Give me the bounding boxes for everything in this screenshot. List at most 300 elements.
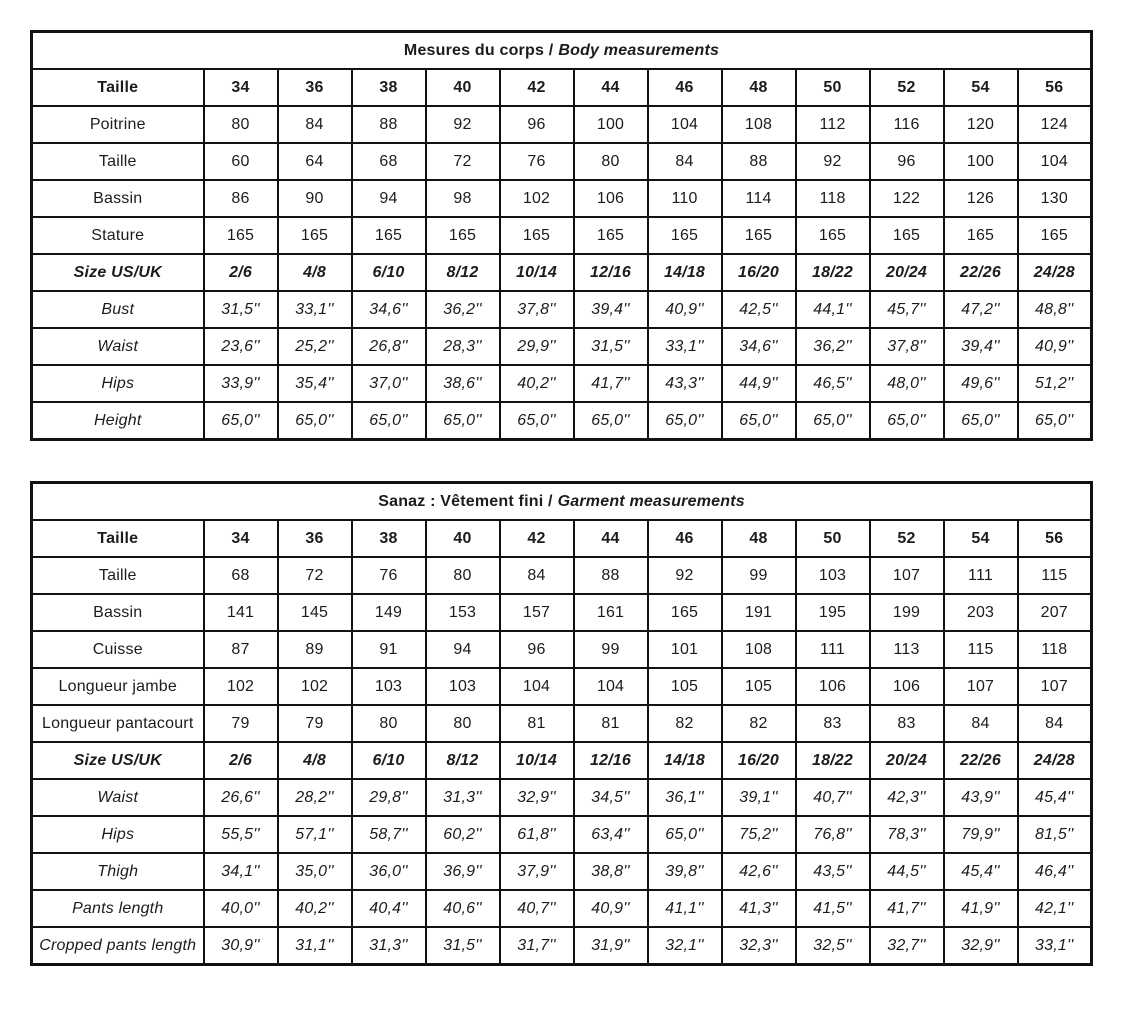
cell: 49,6'' [944, 365, 1018, 402]
cell: 165 [648, 594, 722, 631]
cell: 40,0'' [204, 890, 278, 927]
table-title [32, 32, 1092, 70]
cell: 102 [500, 180, 574, 217]
cell: 126 [944, 180, 1018, 217]
cell: 107 [944, 668, 1018, 705]
table-row [32, 520, 1092, 557]
row-label: Thigh [32, 853, 204, 890]
cell: 165 [204, 217, 278, 254]
cell: 103 [426, 668, 500, 705]
cell: 64 [278, 143, 352, 180]
cell: 4/8 [278, 254, 352, 291]
table-row [32, 927, 1092, 965]
cell: 40,7'' [500, 890, 574, 927]
cell: 89 [278, 631, 352, 668]
cell: 65,0'' [648, 402, 722, 440]
cell: 88 [574, 557, 648, 594]
cell: 28,2'' [278, 779, 352, 816]
cell: 106 [796, 668, 870, 705]
cell: 33,9'' [204, 365, 278, 402]
cell: 165 [278, 217, 352, 254]
cell: 112 [796, 106, 870, 143]
cell: 14/18 [648, 742, 722, 779]
cell: 113 [870, 631, 944, 668]
cell: 100 [574, 106, 648, 143]
cell: 40,6'' [426, 890, 500, 927]
cell: 42,5'' [722, 291, 796, 328]
cell: 165 [574, 217, 648, 254]
cell: 8/12 [426, 742, 500, 779]
cell: 41,5'' [796, 890, 870, 927]
cell: 103 [796, 557, 870, 594]
cell: 41,3'' [722, 890, 796, 927]
cell: 81,5'' [1018, 816, 1092, 853]
cell: 76,8'' [796, 816, 870, 853]
cell: 36 [278, 69, 352, 106]
cell: 60 [204, 143, 278, 180]
cell: 165 [944, 217, 1018, 254]
cell: 32,3'' [722, 927, 796, 965]
cell: 37,8'' [500, 291, 574, 328]
cell: 22/26 [944, 742, 1018, 779]
cell: 96 [500, 631, 574, 668]
cell: 68 [352, 143, 426, 180]
cell: 44 [574, 69, 648, 106]
cell: 45,4'' [1018, 779, 1092, 816]
cell: 2/6 [204, 742, 278, 779]
cell: 31,5'' [426, 927, 500, 965]
cell: 40,9'' [648, 291, 722, 328]
cell: 39,4'' [574, 291, 648, 328]
cell: 47,2'' [944, 291, 1018, 328]
table-row [32, 291, 1092, 328]
cell: 165 [1018, 217, 1092, 254]
cell: 46,5'' [796, 365, 870, 402]
cell: 145 [278, 594, 352, 631]
cell: 48,0'' [870, 365, 944, 402]
cell: 104 [574, 668, 648, 705]
cell: 41,1'' [648, 890, 722, 927]
cell: 118 [796, 180, 870, 217]
cell: 36,0'' [352, 853, 426, 890]
cell: 32,7'' [870, 927, 944, 965]
cell: 102 [278, 668, 352, 705]
row-label: Taille [32, 520, 204, 557]
row-label: Waist [32, 328, 204, 365]
cell: 2/6 [204, 254, 278, 291]
cell: 81 [574, 705, 648, 742]
cell: 36,2'' [426, 291, 500, 328]
cell: 80 [426, 705, 500, 742]
cell: 191 [722, 594, 796, 631]
cell: 124 [1018, 106, 1092, 143]
cell: 37,8'' [870, 328, 944, 365]
cell: 40,9'' [574, 890, 648, 927]
cell: 41,7'' [870, 890, 944, 927]
cell: 195 [796, 594, 870, 631]
cell: 33,1'' [1018, 927, 1092, 965]
cell: 24/28 [1018, 254, 1092, 291]
cell: 51,2'' [1018, 365, 1092, 402]
cell: 33,1'' [648, 328, 722, 365]
cell: 82 [648, 705, 722, 742]
cell: 40 [426, 520, 500, 557]
cell: 65,0'' [352, 402, 426, 440]
cell: 94 [352, 180, 426, 217]
cell: 16/20 [722, 742, 796, 779]
cell: 35,4'' [278, 365, 352, 402]
row-label: Stature [32, 217, 204, 254]
cell: 92 [796, 143, 870, 180]
cell: 99 [722, 557, 796, 594]
cell: 98 [426, 180, 500, 217]
cell: 44,5'' [870, 853, 944, 890]
cell: 6/10 [352, 254, 426, 291]
body-measurements-table [30, 30, 1093, 441]
cell: 44,1'' [796, 291, 870, 328]
cell: 26,6'' [204, 779, 278, 816]
cell: 81 [500, 705, 574, 742]
cell: 54 [944, 69, 1018, 106]
cell: 42 [500, 520, 574, 557]
row-label: Cropped pants length [32, 927, 204, 965]
cell: 52 [870, 69, 944, 106]
table-spacer [30, 441, 1092, 481]
cell: 102 [204, 668, 278, 705]
cell: 105 [648, 668, 722, 705]
cell: 46,4'' [1018, 853, 1092, 890]
cell: 65,0'' [870, 402, 944, 440]
cell: 54 [944, 520, 1018, 557]
cell: 16/20 [722, 254, 796, 291]
row-label: Longueur pantacourt [32, 705, 204, 742]
cell: 83 [870, 705, 944, 742]
cell: 90 [278, 180, 352, 217]
cell: 76 [500, 143, 574, 180]
table-row [32, 779, 1092, 816]
cell: 104 [648, 106, 722, 143]
cell: 39,4'' [944, 328, 1018, 365]
cell: 30,9'' [204, 927, 278, 965]
cell: 48,8'' [1018, 291, 1092, 328]
cell: 79,9'' [944, 816, 1018, 853]
cell: 161 [574, 594, 648, 631]
cell: 78,3'' [870, 816, 944, 853]
cell: 68 [204, 557, 278, 594]
cell: 130 [1018, 180, 1092, 217]
cell: 83 [796, 705, 870, 742]
cell: 39,8'' [648, 853, 722, 890]
cell: 87 [204, 631, 278, 668]
cell: 42 [500, 69, 574, 106]
cell: 65,0'' [796, 402, 870, 440]
cell: 10/14 [500, 254, 574, 291]
cell: 32,9'' [944, 927, 1018, 965]
cell: 56 [1018, 69, 1092, 106]
cell: 118 [1018, 631, 1092, 668]
table-row [32, 890, 1092, 927]
cell: 105 [722, 668, 796, 705]
cell: 153 [426, 594, 500, 631]
cell: 40,2'' [278, 890, 352, 927]
cell: 14/18 [648, 254, 722, 291]
cell: 107 [1018, 668, 1092, 705]
cell: 165 [796, 217, 870, 254]
row-label: Bassin [32, 594, 204, 631]
cell: 80 [204, 106, 278, 143]
cell: 40,2'' [500, 365, 574, 402]
row-label: Longueur jambe [32, 668, 204, 705]
table-row [32, 594, 1092, 631]
cell: 104 [500, 668, 574, 705]
cell: 108 [722, 106, 796, 143]
cell: 41,7'' [574, 365, 648, 402]
table-title-fr: Sanaz : Vêtement fini / [378, 492, 553, 510]
row-label: Size US/UK [32, 254, 204, 291]
cell: 104 [1018, 143, 1092, 180]
cell: 45,7'' [870, 291, 944, 328]
cell: 84 [278, 106, 352, 143]
cell: 12/16 [574, 742, 648, 779]
cell: 28,3'' [426, 328, 500, 365]
cell: 6/10 [352, 742, 426, 779]
cell: 34,1'' [204, 853, 278, 890]
cell: 42,3'' [870, 779, 944, 816]
cell: 45,4'' [944, 853, 1018, 890]
cell: 165 [648, 217, 722, 254]
cell: 79 [204, 705, 278, 742]
cell: 84 [944, 705, 1018, 742]
cell: 207 [1018, 594, 1092, 631]
cell: 40,9'' [1018, 328, 1092, 365]
cell: 40,7'' [796, 779, 870, 816]
cell: 84 [1018, 705, 1092, 742]
cell: 203 [944, 594, 1018, 631]
cell: 31,5'' [574, 328, 648, 365]
cell: 65,0'' [204, 402, 278, 440]
cell: 31,3'' [352, 927, 426, 965]
cell: 92 [648, 557, 722, 594]
table-title-en: Garment measurements [557, 492, 745, 510]
cell: 116 [870, 106, 944, 143]
cell: 33,1'' [278, 291, 352, 328]
cell: 115 [1018, 557, 1092, 594]
cell: 65,0'' [278, 402, 352, 440]
cell: 50 [796, 520, 870, 557]
cell: 8/12 [426, 254, 500, 291]
cell: 65,0'' [500, 402, 574, 440]
cell: 91 [352, 631, 426, 668]
cell: 94 [426, 631, 500, 668]
cell: 63,4'' [574, 816, 648, 853]
cell: 37,9'' [500, 853, 574, 890]
row-label: Bust [32, 291, 204, 328]
cell: 37,0'' [352, 365, 426, 402]
cell: 58,7'' [352, 816, 426, 853]
cell: 103 [352, 668, 426, 705]
cell: 24/28 [1018, 742, 1092, 779]
cell: 26,8'' [352, 328, 426, 365]
cell: 38 [352, 520, 426, 557]
cell: 92 [426, 106, 500, 143]
cell: 199 [870, 594, 944, 631]
cell: 84 [500, 557, 574, 594]
cell: 157 [500, 594, 574, 631]
cell: 18/22 [796, 254, 870, 291]
row-label: Waist [32, 779, 204, 816]
cell: 55,5'' [204, 816, 278, 853]
cell: 111 [796, 631, 870, 668]
cell: 80 [574, 143, 648, 180]
table-title-row [32, 483, 1092, 521]
cell: 52 [870, 520, 944, 557]
cell: 22/26 [944, 254, 1018, 291]
table-row [32, 402, 1092, 440]
row-label: Hips [32, 816, 204, 853]
table-row [32, 328, 1092, 365]
cell: 48 [722, 69, 796, 106]
cell: 32,5'' [796, 927, 870, 965]
table-title [32, 483, 1092, 521]
cell: 31,3'' [426, 779, 500, 816]
row-label: Cuisse [32, 631, 204, 668]
table-row [32, 668, 1092, 705]
cell: 42,6'' [722, 853, 796, 890]
cell: 34,6'' [722, 328, 796, 365]
cell: 57,1'' [278, 816, 352, 853]
cell: 34,5'' [574, 779, 648, 816]
cell: 31,9'' [574, 927, 648, 965]
cell: 111 [944, 557, 1018, 594]
cell: 79 [278, 705, 352, 742]
cell: 99 [574, 631, 648, 668]
cell: 108 [722, 631, 796, 668]
row-label: Pants length [32, 890, 204, 927]
cell: 114 [722, 180, 796, 217]
cell: 96 [870, 143, 944, 180]
cell: 4/8 [278, 742, 352, 779]
cell: 165 [722, 217, 796, 254]
cell: 61,8'' [500, 816, 574, 853]
cell: 65,0'' [722, 402, 796, 440]
table-row [32, 705, 1092, 742]
cell: 110 [648, 180, 722, 217]
cell: 38 [352, 69, 426, 106]
cell: 88 [352, 106, 426, 143]
cell: 56 [1018, 520, 1092, 557]
row-label: Poitrine [32, 106, 204, 143]
cell: 65,0'' [426, 402, 500, 440]
cell: 72 [426, 143, 500, 180]
cell: 46 [648, 520, 722, 557]
cell: 72 [278, 557, 352, 594]
table-row [32, 816, 1092, 853]
cell: 44,9'' [722, 365, 796, 402]
cell: 43,5'' [796, 853, 870, 890]
cell: 31,5'' [204, 291, 278, 328]
cell: 23,6'' [204, 328, 278, 365]
table-row [32, 69, 1092, 106]
cell: 65,0'' [574, 402, 648, 440]
cell: 31,7'' [500, 927, 574, 965]
cell: 34 [204, 69, 278, 106]
cell: 141 [204, 594, 278, 631]
cell: 100 [944, 143, 1018, 180]
table-row [32, 254, 1092, 291]
cell: 32,1'' [648, 927, 722, 965]
cell: 120 [944, 106, 1018, 143]
cell: 106 [870, 668, 944, 705]
cell: 80 [426, 557, 500, 594]
cell: 165 [500, 217, 574, 254]
row-label: Taille [32, 69, 204, 106]
cell: 34,6'' [352, 291, 426, 328]
cell: 76 [352, 557, 426, 594]
cell: 115 [944, 631, 1018, 668]
row-label: Height [32, 402, 204, 440]
cell: 18/22 [796, 742, 870, 779]
cell: 32,9'' [500, 779, 574, 816]
table-row [32, 631, 1092, 668]
cell: 29,8'' [352, 779, 426, 816]
cell: 122 [870, 180, 944, 217]
cell: 39,1'' [722, 779, 796, 816]
cell: 84 [648, 143, 722, 180]
cell: 20/24 [870, 254, 944, 291]
table-row [32, 143, 1092, 180]
cell: 101 [648, 631, 722, 668]
row-label: Taille [32, 143, 204, 180]
cell: 36,1'' [648, 779, 722, 816]
cell: 75,2'' [722, 816, 796, 853]
cell: 38,6'' [426, 365, 500, 402]
cell: 165 [870, 217, 944, 254]
cell: 40,4'' [352, 890, 426, 927]
cell: 50 [796, 69, 870, 106]
cell: 65,0'' [1018, 402, 1092, 440]
table-row [32, 557, 1092, 594]
row-label: Hips [32, 365, 204, 402]
table-title-fr: Mesures du corps / [403, 41, 554, 59]
cell: 36 [278, 520, 352, 557]
cell: 165 [426, 217, 500, 254]
table-title-row [32, 32, 1092, 70]
row-label: Size US/UK [32, 742, 204, 779]
cell: 65,0'' [944, 402, 1018, 440]
cell: 42,1'' [1018, 890, 1092, 927]
cell: 96 [500, 106, 574, 143]
cell: 10/14 [500, 742, 574, 779]
cell: 107 [870, 557, 944, 594]
cell: 48 [722, 520, 796, 557]
cell: 38,8'' [574, 853, 648, 890]
table-row [32, 217, 1092, 254]
cell: 40 [426, 69, 500, 106]
cell: 86 [204, 180, 278, 217]
cell: 43,3'' [648, 365, 722, 402]
table-row [32, 365, 1092, 402]
cell: 25,2'' [278, 328, 352, 365]
cell: 20/24 [870, 742, 944, 779]
cell: 80 [352, 705, 426, 742]
table-title-en: Body measurements [558, 41, 720, 59]
cell: 12/16 [574, 254, 648, 291]
table-row [32, 853, 1092, 890]
table-row [32, 742, 1092, 779]
table-row [32, 106, 1092, 143]
cell: 165 [352, 217, 426, 254]
row-label: Bassin [32, 180, 204, 217]
